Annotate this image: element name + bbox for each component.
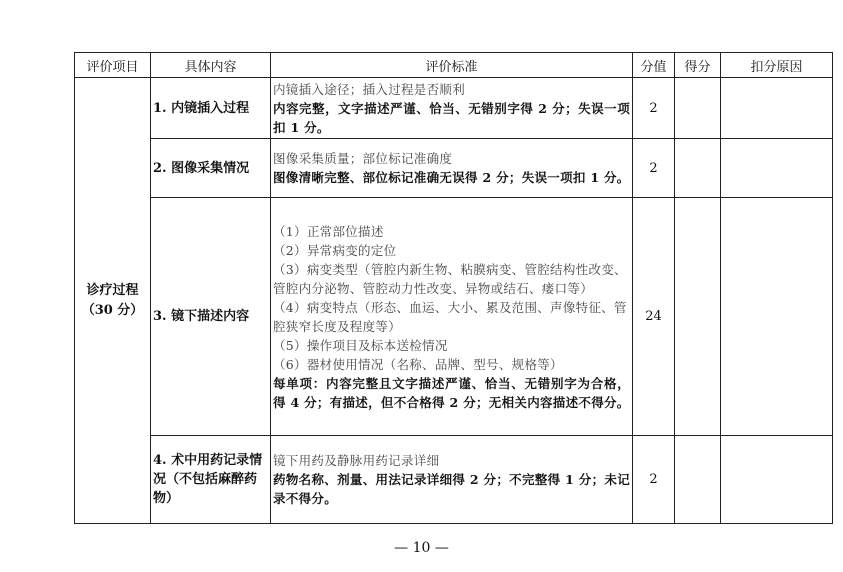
- score-earned-cell: [675, 198, 721, 436]
- item-cell: 2. 图像采集情况: [151, 139, 271, 198]
- criteria-desc: （2）异常病变的定位: [273, 242, 397, 258]
- deduction-reason-cell: [721, 139, 833, 198]
- item-cell: 1. 内镜插入过程: [151, 78, 271, 139]
- score-value: 2: [633, 436, 675, 524]
- header-score-value: 分值: [633, 53, 675, 78]
- category-points: （30 分）: [81, 302, 144, 318]
- score-earned-cell: [675, 139, 721, 198]
- criteria-cell: [271, 139, 633, 198]
- header-score-earned: 得分: [675, 53, 721, 78]
- header-row: [75, 53, 833, 78]
- criteria-desc: （6）器材使用情况（名称、品牌、型号、规格等）: [273, 356, 563, 372]
- criteria-rule: 药物名称、剂量、用法记录详细得 2 分；不完整得 1 分；未记录不得分。: [273, 472, 630, 506]
- criteria-rule: 图像清晰完整、部位标记准确无误得 2 分；失误一项扣 1 分。: [273, 170, 630, 185]
- score-value: 2: [633, 139, 675, 198]
- item-cell: 4. 术中用药记录情况（不包括麻醉药物）: [151, 436, 271, 524]
- criteria-desc: 内镜插入途径；插入过程是否顺利: [273, 81, 466, 97]
- criteria-rule: 内容完整，文字描述严谨、恰当、无错别字得 2 分；失误一项扣 1 分。: [273, 100, 630, 135]
- deduction-reason-cell: [721, 436, 833, 524]
- table-row: [75, 436, 833, 524]
- category-label: 诊疗过程: [86, 282, 139, 298]
- table-row: [75, 78, 833, 139]
- header-criteria: 评价标准: [271, 53, 633, 78]
- header-eval-item: 评价项目: [75, 53, 151, 78]
- deduction-reason-cell: [721, 198, 833, 436]
- evaluation-table: [74, 52, 833, 524]
- criteria-cell: [271, 78, 633, 139]
- criteria-desc: （5）操作项目及标本送检情况: [273, 337, 448, 353]
- score-earned-cell: [675, 78, 721, 139]
- deduction-reason-cell: [721, 78, 833, 139]
- criteria-desc: （1）正常部位描述: [273, 223, 384, 239]
- criteria-cell: [271, 198, 633, 436]
- criteria-desc: 图像采集质量；部位标记准确度: [273, 151, 453, 166]
- table-row: [75, 139, 833, 198]
- criteria-desc: （3）病变类型（管腔内新生物、粘膜病变、管腔结构性改变、管腔内分泌物、管腔动力性改变、异物或结石、瘘口等）: [273, 261, 627, 296]
- page-number: — 10 —: [394, 540, 449, 556]
- score-earned-cell: [675, 436, 721, 524]
- score-value: 24: [633, 198, 675, 436]
- header-deduction-reason: 扣分原因: [721, 53, 833, 78]
- item-cell: 3. 镜下描述内容: [151, 198, 271, 436]
- score-value: 2: [633, 78, 675, 139]
- criteria-rule: 每单项：内容完整且文字描述严谨、恰当、无错别字为合格，得 4 分；有描述，但不合格得 2 分；无相关内容描述不得分。: [273, 375, 630, 410]
- header-content: 具体内容: [151, 53, 271, 78]
- criteria-desc: （4）病变特点（形态、血运、大小、累及范围、声像特征、管腔狭窄长度及程度等）: [273, 299, 627, 334]
- category-cell: [75, 78, 151, 524]
- table-row: [75, 198, 833, 436]
- criteria-cell: [271, 436, 633, 524]
- criteria-desc: 镜下用药及静脉用药记录详细: [273, 453, 440, 468]
